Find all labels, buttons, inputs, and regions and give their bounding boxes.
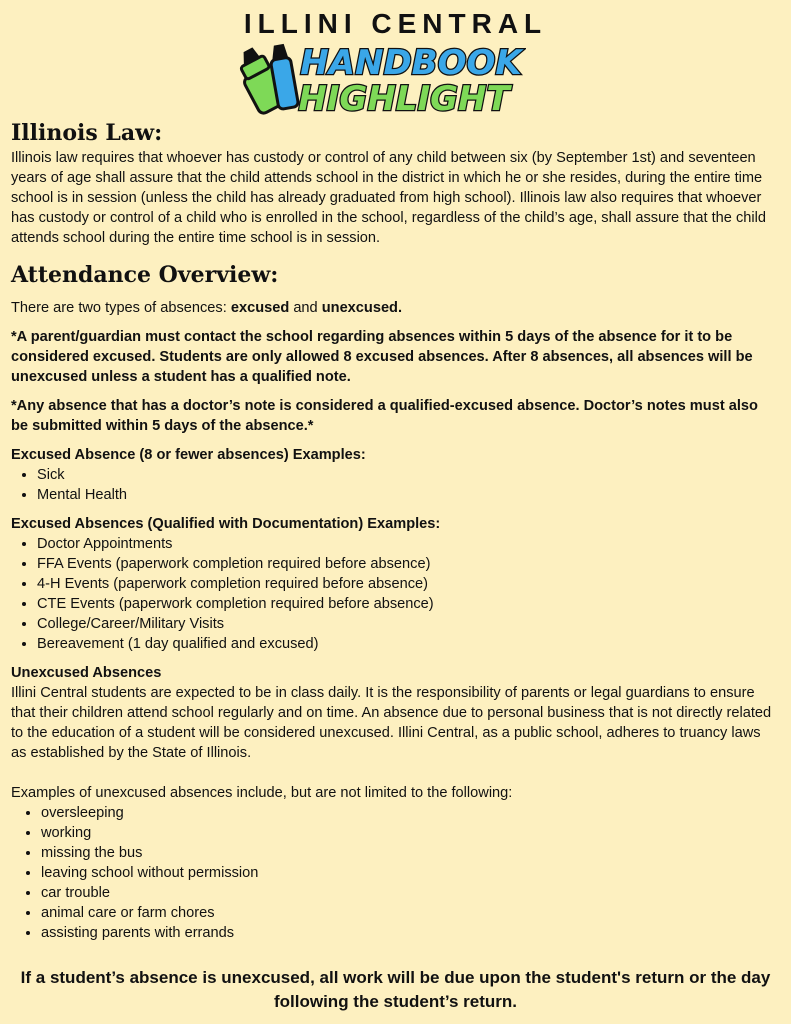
list-item: • oversleeping [41, 803, 779, 823]
contact-notice: *A parent/guardian must contact the school regarding absences within 5 days of the absence for it to be considered excused. Students are only allowed 8 excused absences. After 8 absences, all absences will be unexcused unless a student has a qualified note. [11, 329, 753, 385]
illinois-law-text: Illinois law requires that whoever has custody or control of any child between six (by September 1st) and seventeen years of age shall assure that the child attends school in the district in which he or she resides, during the entire time school is in session (unless the child has already graduated from high school). Illinois law also requires that whoever has custody or control of a child who is enrolled in the school, regardless of the child’s age, shall assure that the child attends school during the entire time school is in session. [11, 150, 766, 246]
list-item: • College/Career/Military Visits [37, 614, 779, 634]
list-item: • working [41, 823, 779, 843]
highlighter-logo-graphic [236, 40, 526, 116]
footer-notice: If a student’s absence is unexcused, all work will be due upon the student's return or the day following the student’s return. [20, 968, 771, 1011]
list-item: • car trouble [41, 883, 779, 903]
unexcused-text: Illini Central students are expected to be in class daily. It is the responsibility of parents or legal guardians to ensure that their children attend school regularly and on time. An absence due to personal business that is not directly related to the education of a student will be considered unexcused. Illini Central, as a public school, adheres to truancy laws as established by the State of Illinois. [11, 685, 772, 761]
attendance-heading: Attendance Overview: [11, 262, 279, 288]
list-item: • CTE Events (paperwork completion required before absence) [37, 594, 779, 614]
absence-type-excused: excused [230, 300, 290, 316]
list-item: • animal care or farm chores [41, 903, 779, 923]
absence-types-prefix: There are two types of absences: [11, 300, 231, 316]
absence-types [11, 298, 779, 318]
handbook-highlight-logo [236, 40, 526, 116]
logo-line2: HIGHLIGHT [298, 79, 510, 116]
school-name: ILLINI CENTRAL [243, 8, 548, 39]
qualified-heading: Excused Absences (Qualified with Documentation) Examples: [11, 516, 441, 532]
qualified-list [11, 534, 779, 654]
unexcused-list [11, 803, 779, 943]
list-item: • Doctor Appointments [37, 534, 779, 554]
doctor-note-notice: *Any absence that has a doctor’s note is considered a qualified-excused absence. Doctor’s notes must also be submitted within 5 days of the absence.* [11, 398, 758, 434]
absence-types-and: and [289, 300, 322, 316]
illinois-law-heading: Illinois Law: [11, 120, 163, 146]
list-item: • FFA Events (paperwork completion required before absence) [37, 554, 779, 574]
list-item: • Bereavement (1 day qualified and excused) [37, 634, 779, 654]
unexcused-examples-intro: Examples of unexcused absences include, but are not limited to the following: [11, 785, 513, 801]
excused-heading: Excused Absence (8 or fewer absences) Examples: [11, 447, 366, 463]
list-item: • missing the bus [41, 843, 779, 863]
list-item: • 4-H Events (paperwork completion required before absence) [37, 574, 779, 594]
list-item: • Sick [37, 465, 779, 485]
absence-type-unexcused: unexcused. [321, 300, 403, 316]
excused-list [11, 465, 779, 505]
unexcused-heading: Unexcused Absences [11, 665, 162, 681]
list-item: • assisting parents with errands [41, 923, 779, 943]
logo-line1: HANDBOOK [300, 43, 522, 83]
main-content [11, 118, 779, 943]
list-item: • Mental Health [37, 485, 779, 505]
list-item: • leaving school without permission [41, 863, 779, 883]
